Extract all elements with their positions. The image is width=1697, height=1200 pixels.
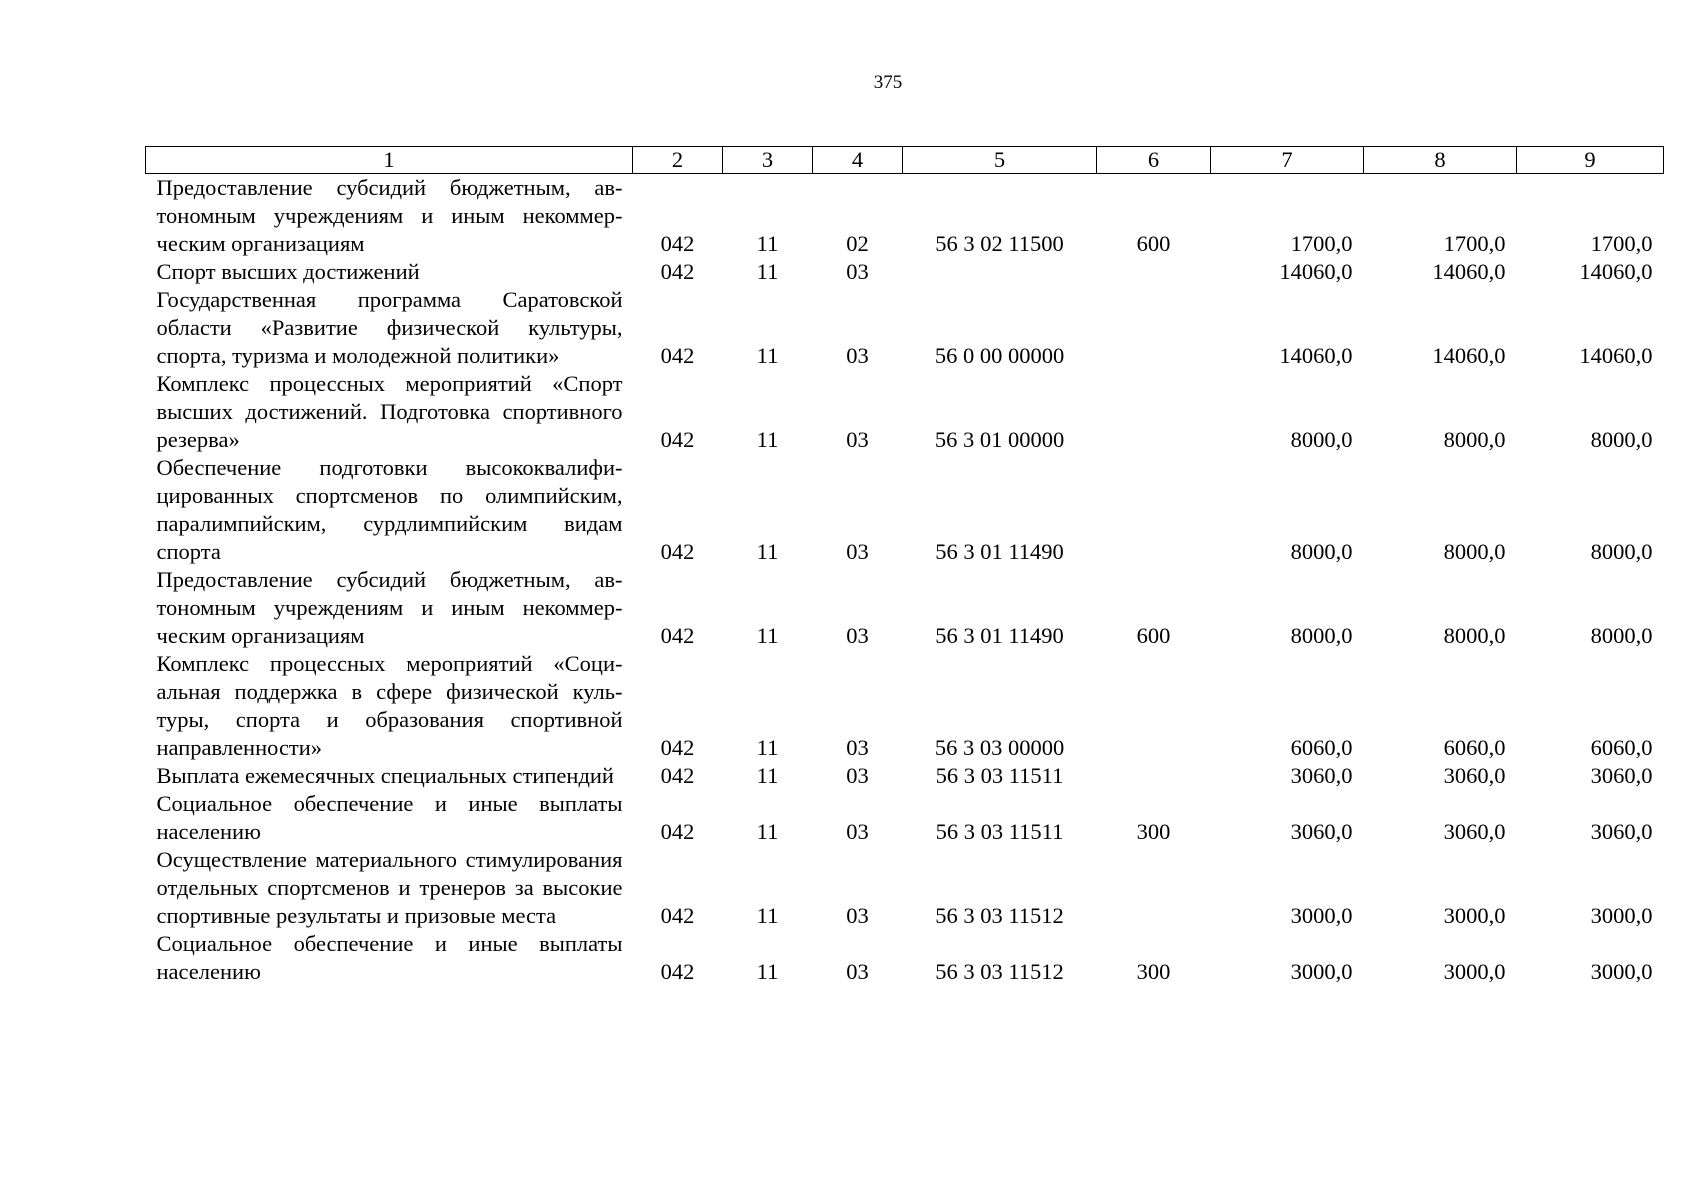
page-number: 375 <box>873 72 903 93</box>
row-amount-col8: 3060,0 <box>1443 819 1506 844</box>
row-amount-col9: 3060,0 <box>1590 763 1653 788</box>
row-subsection-code: 03 <box>846 343 869 368</box>
row-expense-type: 600 <box>1136 623 1171 648</box>
row-subsection-code: 03 <box>846 903 869 928</box>
header-col-3: 3 <box>723 147 813 174</box>
row-subsection-code: 02 <box>846 231 869 256</box>
table-row <box>146 762 1664 790</box>
row-expense-type: 300 <box>1136 819 1171 844</box>
header-col-1: 1 <box>146 147 633 174</box>
table-body <box>146 174 1664 987</box>
row-section-code: 11 <box>756 231 779 256</box>
table-row <box>146 454 1664 566</box>
row-target-article: 56 3 03 11512 <box>935 959 1064 984</box>
row-amount-col7: 6060,0 <box>1290 735 1353 760</box>
row-amount-col8: 8000,0 <box>1443 539 1506 564</box>
row-amount-col7: 3000,0 <box>1290 903 1353 928</box>
row-ministry-code: 042 <box>660 259 695 284</box>
row-amount-col8: 14060,0 <box>1432 259 1506 284</box>
row-section-code: 11 <box>756 735 779 760</box>
row-target-article: 56 3 02 11500 <box>935 231 1064 256</box>
table-row <box>146 846 1664 930</box>
table-row <box>146 566 1664 650</box>
row-subsection-code: 03 <box>846 259 869 284</box>
table-row <box>146 930 1664 986</box>
row-section-code: 11 <box>756 959 779 984</box>
row-amount-col7: 1700,0 <box>1290 231 1353 256</box>
table-row <box>146 370 1664 454</box>
row-amount-col9: 3000,0 <box>1590 959 1653 984</box>
header-col-4: 4 <box>813 147 903 174</box>
row-ministry-code: 042 <box>660 735 695 760</box>
row-target-article: 56 3 03 11511 <box>935 763 1064 788</box>
row-section-code: 11 <box>756 819 779 844</box>
row-target-article: 56 3 01 11490 <box>935 623 1064 648</box>
header-col-5: 5 <box>903 147 1097 174</box>
row-amount-col8: 3060,0 <box>1443 763 1506 788</box>
row-expense-type <box>1097 650 1211 762</box>
row-name: Выплата ежемесячных специальных стипендий <box>156 763 614 788</box>
row-amount-col8: 6060,0 <box>1443 735 1506 760</box>
row-amount-col7: 8000,0 <box>1290 623 1353 648</box>
table-row <box>146 650 1664 762</box>
row-section-code: 11 <box>756 623 779 648</box>
row-amount-col7: 3000,0 <box>1290 959 1353 984</box>
row-target-article: 56 3 03 11511 <box>935 819 1064 844</box>
row-expense-type: 600 <box>1136 231 1171 256</box>
row-section-code: 11 <box>756 763 779 788</box>
row-amount-col9: 6060,0 <box>1590 735 1653 760</box>
row-ministry-code: 042 <box>660 539 695 564</box>
row-target-article: 56 3 01 11490 <box>935 539 1064 564</box>
row-name: Предоставление субсидий бюджетным, автономным учреждениям и иным некоммерческим организациям <box>156 175 623 256</box>
row-ministry-code: 042 <box>660 819 695 844</box>
row-expense-type <box>1097 286 1211 370</box>
row-target-article: 56 3 03 11512 <box>935 903 1064 928</box>
row-ministry-code: 042 <box>660 903 695 928</box>
row-expense-type <box>1097 846 1211 930</box>
row-section-code: 11 <box>756 343 779 368</box>
row-name: Осуществление материального стимулирования отдельных спортсменов и тренеров за высокие спортивные результаты и призовые места <box>156 847 623 928</box>
row-expense-type: 300 <box>1136 959 1171 984</box>
row-ministry-code: 042 <box>660 959 695 984</box>
row-amount-col9: 14060,0 <box>1579 259 1653 284</box>
row-ministry-code: 042 <box>660 231 695 256</box>
row-expense-type <box>1097 454 1211 566</box>
header-col-8: 8 <box>1364 147 1517 174</box>
row-amount-col9: 8000,0 <box>1590 427 1653 452</box>
table-row <box>146 174 1664 259</box>
row-amount-col7: 8000,0 <box>1290 427 1353 452</box>
row-subsection-code: 03 <box>846 763 869 788</box>
row-amount-col7: 14060,0 <box>1279 259 1353 284</box>
row-name: Социальное обеспечение и иные выплаты населению <box>156 931 623 984</box>
row-amount-col9: 14060,0 <box>1579 343 1653 368</box>
row-target-article <box>903 258 1097 286</box>
row-amount-col8: 8000,0 <box>1443 623 1506 648</box>
row-ministry-code: 042 <box>660 623 695 648</box>
row-expense-type <box>1097 258 1211 286</box>
row-subsection-code: 03 <box>846 959 869 984</box>
row-amount-col8: 1700,0 <box>1443 231 1506 256</box>
row-name: Обеспечение подготовки высококвалифицированных спортсменов по олимпийским, паралимпийским, сурдлимпийским видам спорта <box>156 455 623 564</box>
header-col-6: 6 <box>1097 147 1211 174</box>
row-expense-type <box>1097 762 1211 790</box>
row-ministry-code: 042 <box>660 763 695 788</box>
row-amount-col9: 8000,0 <box>1590 539 1653 564</box>
table-header <box>146 147 1664 174</box>
table-row <box>146 790 1664 846</box>
row-section-code: 11 <box>756 539 779 564</box>
row-amount-col8: 8000,0 <box>1443 427 1506 452</box>
row-target-article: 56 3 01 00000 <box>934 427 1065 452</box>
row-target-article: 56 3 03 00000 <box>934 735 1065 760</box>
row-amount-col9: 1700,0 <box>1590 231 1653 256</box>
row-amount-col9: 3000,0 <box>1590 903 1653 928</box>
row-amount-col7: 8000,0 <box>1290 539 1353 564</box>
row-subsection-code: 03 <box>846 427 869 452</box>
row-amount-col8: 3000,0 <box>1443 959 1506 984</box>
row-section-code: 11 <box>756 903 779 928</box>
table-row <box>146 258 1664 286</box>
row-amount-col7: 14060,0 <box>1279 343 1353 368</box>
row-target-article: 56 0 00 00000 <box>934 343 1065 368</box>
row-name: Предоставление субсидий бюджетным, автономным учреждениям и иным некоммерческим организациям <box>156 567 623 648</box>
budget-table <box>145 146 1664 986</box>
row-amount-col9: 8000,0 <box>1590 623 1653 648</box>
row-amount-col7: 3060,0 <box>1290 763 1353 788</box>
row-section-code: 11 <box>756 259 779 284</box>
row-ministry-code: 042 <box>660 343 695 368</box>
header-col-7: 7 <box>1211 147 1364 174</box>
row-subsection-code: 03 <box>846 735 869 760</box>
row-amount-col9: 3060,0 <box>1590 819 1653 844</box>
row-subsection-code: 03 <box>846 819 869 844</box>
row-section-code: 11 <box>756 427 779 452</box>
row-amount-col8: 3000,0 <box>1443 903 1506 928</box>
row-name: Комплекс процессных мероприятий «Спорт высших достижений. Подготовка спортивного резерва» <box>156 371 623 452</box>
row-name: Спорт высших достижений <box>156 259 420 284</box>
row-subsection-code: 03 <box>846 623 869 648</box>
row-amount-col7: 3060,0 <box>1290 819 1353 844</box>
row-name: Комплекс процессных мероприятий «Социальная поддержка в сфере физической культуры, спорта и образования спортивной направленности» <box>156 651 623 760</box>
header-col-2: 2 <box>633 147 723 174</box>
table-row <box>146 286 1664 370</box>
row-name: Социальное обеспечение и иные выплаты населению <box>156 791 623 844</box>
row-subsection-code: 03 <box>846 539 869 564</box>
header-row <box>146 147 1664 174</box>
row-name: Государственная программа Саратовской области «Развитие физической культуры, спорта, туризма и молодежной политики» <box>156 287 623 368</box>
row-ministry-code: 042 <box>660 427 695 452</box>
row-amount-col8: 14060,0 <box>1432 343 1506 368</box>
header-col-9: 9 <box>1517 147 1664 174</box>
row-expense-type <box>1097 370 1211 454</box>
